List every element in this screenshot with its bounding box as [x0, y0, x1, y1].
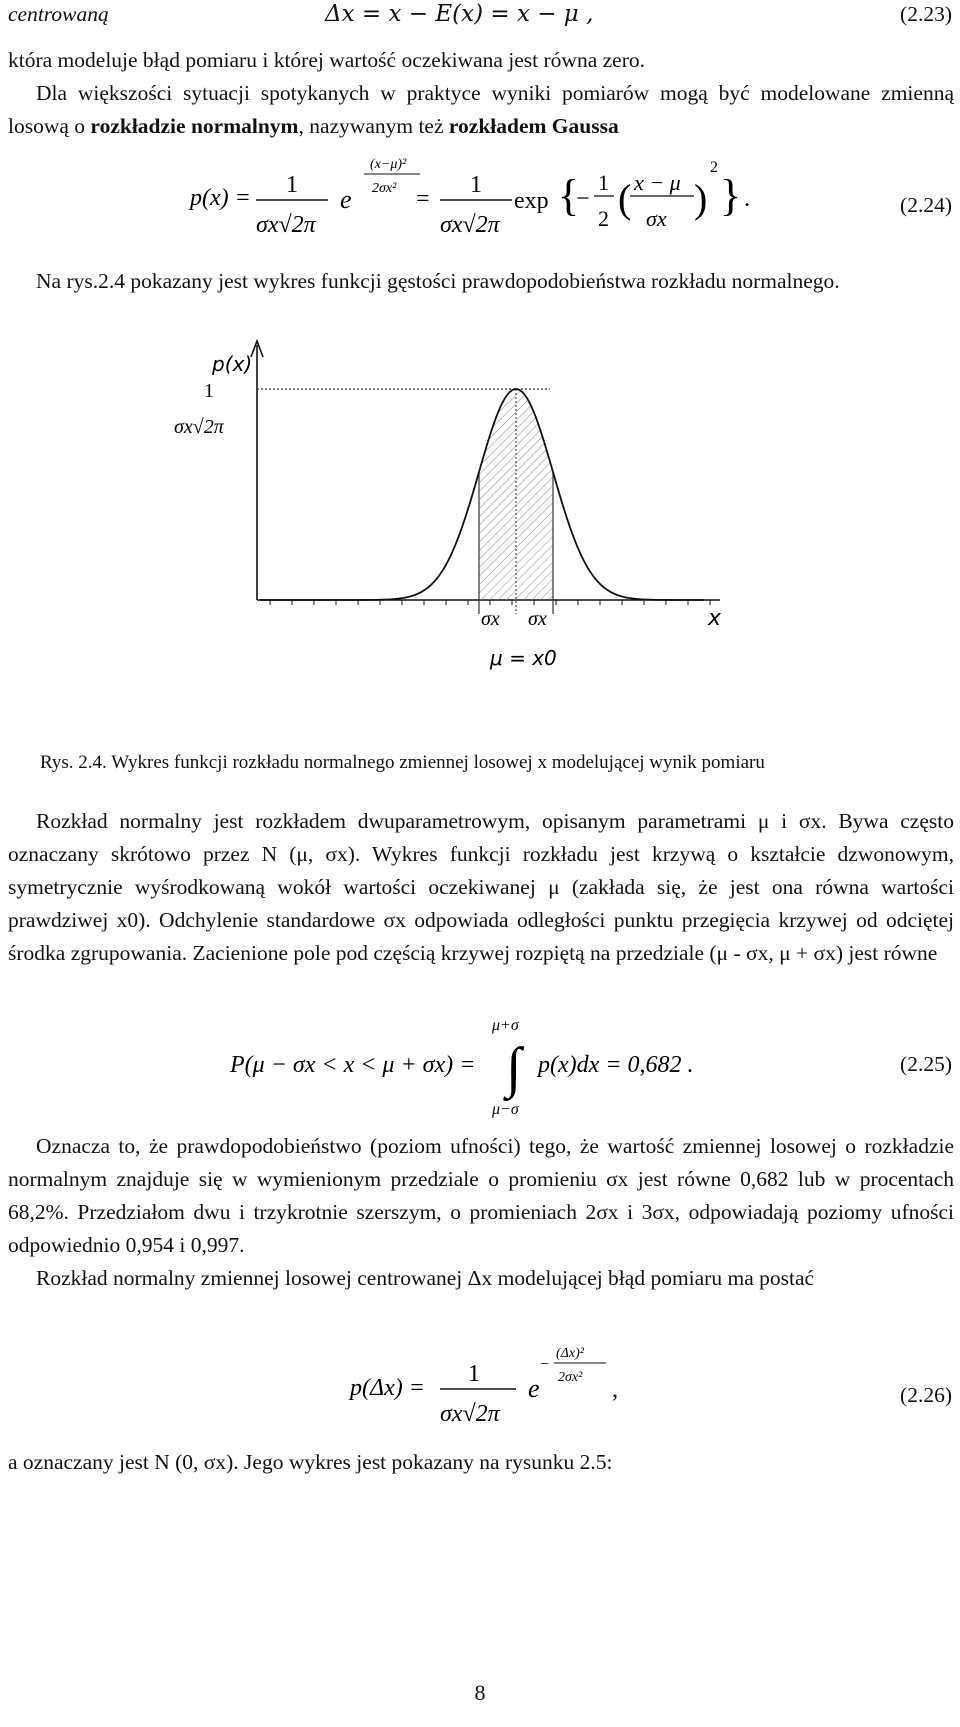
svg-text:2: 2	[710, 159, 718, 176]
svg-text:=: =	[416, 186, 430, 212]
svg-text:(x−μ)²: (x−μ)²	[370, 157, 407, 172]
svg-text:,: ,	[612, 1377, 618, 1403]
svg-text:e: e	[528, 1374, 540, 1403]
eq225-number: (2.25)	[900, 1052, 952, 1076]
eq226-number: (2.26)	[900, 1383, 952, 1407]
figure-caption: Rys. 2.4. Wykres funkcji rozkładu normalnego zmiennej losowej x modelującej wynik pomiaru	[40, 752, 765, 773]
paragraph-3: Rozkład normalny jest rozkładem dwuparametrowym, opisanym parametrami μ i σx. Bywa często oznaczany skrótowo przez N (μ, σx). Wykres funkcji rozkładu jest krzywą o kształcie dzwonowym, symetrycznie wyśrodkowaną wokół wartości oczekiwanej μ (zakłada się, że jest ona równa wartości prawdziwej x0). Odchylenie standardowe σx odpowiada odległości punktu przegięcia krzywej od odciętej środka zgrupowania. Zacienione pole pod częścią krzywej rozpiętą na przedziale (μ - σx, μ + σx) jest równe	[8, 809, 954, 965]
paragraph-2: Na rys.2.4 pokazany jest wykres funkcji gęstości prawdopodobieństwa rozkładu normalnego.	[36, 269, 840, 293]
svg-text:(Δx)²: (Δx)²	[556, 1346, 584, 1361]
figure-normal-distribution	[160, 335, 760, 685]
paragraph-4: Oznacza to, że prawdopodobieństwo (poziom ufności) tego, że wartość zmiennej losowej o rozkładzie normalnym znajduje się w wymienionym przedziale o promieniu σx jest równe 0,682 lub w procentach 68,2%. Przedziałom dwu i trzykrotnie szerszym, o promieniach 2σx i 3σx, odpowiadają poziomy ufności odpowiednio 0,954 i 0,997.	[8, 1134, 954, 1257]
svg-text:{: {	[558, 171, 580, 220]
page-number: 8	[474, 1680, 486, 1705]
svg-text:σx√2π: σx√2π	[440, 1401, 500, 1427]
svg-text:μ+σ: μ+σ	[492, 1017, 519, 1034]
svg-text:−: −	[576, 186, 590, 212]
mu-label: μ = x0	[490, 646, 557, 670]
eq225-formula	[220, 1010, 780, 1120]
svg-text:x − μ: x − μ	[634, 170, 681, 195]
svg-text:σx√2π: σx√2π	[440, 212, 500, 238]
svg-text:σx: σx	[646, 206, 667, 231]
svg-text:2: 2	[598, 206, 609, 231]
sigma-left-label: σx	[481, 608, 500, 630]
eq224-formula	[180, 150, 920, 250]
svg-text:1: 1	[470, 172, 482, 198]
svg-text:e: e	[340, 185, 352, 214]
peak-label-den: σx√2π	[174, 416, 224, 438]
paragraph-1: która modeluje błąd pomiaru i której wartość oczekiwana jest równa zero. Dla większości sytuacji spotykanych w praktyce wyniki pomiarów mogą być modelowane zmienną losową o rozkładzie normalnym, nazywanym też rozkładem Gaussa	[8, 48, 954, 138]
svg-text:1: 1	[468, 1361, 480, 1387]
svg-text:1: 1	[286, 172, 298, 198]
svg-text:2σx²: 2σx²	[558, 1370, 583, 1385]
y-label: p(x)	[212, 352, 253, 376]
svg-text:2σx²: 2σx²	[372, 181, 397, 196]
x-label: x	[708, 606, 722, 631]
eq223-number: (2.23)	[900, 2, 952, 26]
peak-label-num: 1	[204, 380, 214, 402]
paragraph-5: Rozkład normalny zmiennej losowej centrowanej Δx modelującej błąd pomiaru ma postać	[36, 1266, 815, 1290]
svg-text:p(Δx) =: p(Δx) =	[350, 1375, 425, 1401]
svg-text:μ−σ: μ−σ	[492, 1101, 519, 1118]
svg-text:p(x)dx = 0,682 .: p(x)dx = 0,682 .	[538, 1052, 694, 1078]
paragraph-6: a oznaczany jest N (0, σx). Jego wykres jest pokazany na rysunku 2.5:	[8, 1450, 613, 1474]
eq224-number: (2.24)	[900, 193, 952, 217]
eq223-formula: Δx = x − E(x) = x − μ ,	[325, 1, 594, 27]
svg-text:(: (	[618, 176, 632, 221]
svg-text:P(μ − σx < x < μ + σx) =: P(μ − σx < x < μ + σx) =	[230, 1052, 476, 1078]
svg-text:exp: exp	[514, 188, 549, 214]
svg-text:}: }	[720, 171, 742, 220]
svg-text:σx√2π: σx√2π	[256, 212, 316, 238]
svg-text:.: .	[744, 186, 750, 212]
eq226-formula	[340, 1335, 660, 1435]
sigma-right-label: σx	[528, 608, 547, 630]
eq223-lead: centrowaną	[8, 2, 109, 26]
svg-text:∫: ∫	[506, 1037, 522, 1099]
svg-text:−: −	[540, 1356, 550, 1373]
svg-text:p(x) =: p(x) =	[190, 185, 251, 211]
svg-text:): )	[694, 176, 708, 221]
svg-text:1: 1	[598, 170, 609, 195]
